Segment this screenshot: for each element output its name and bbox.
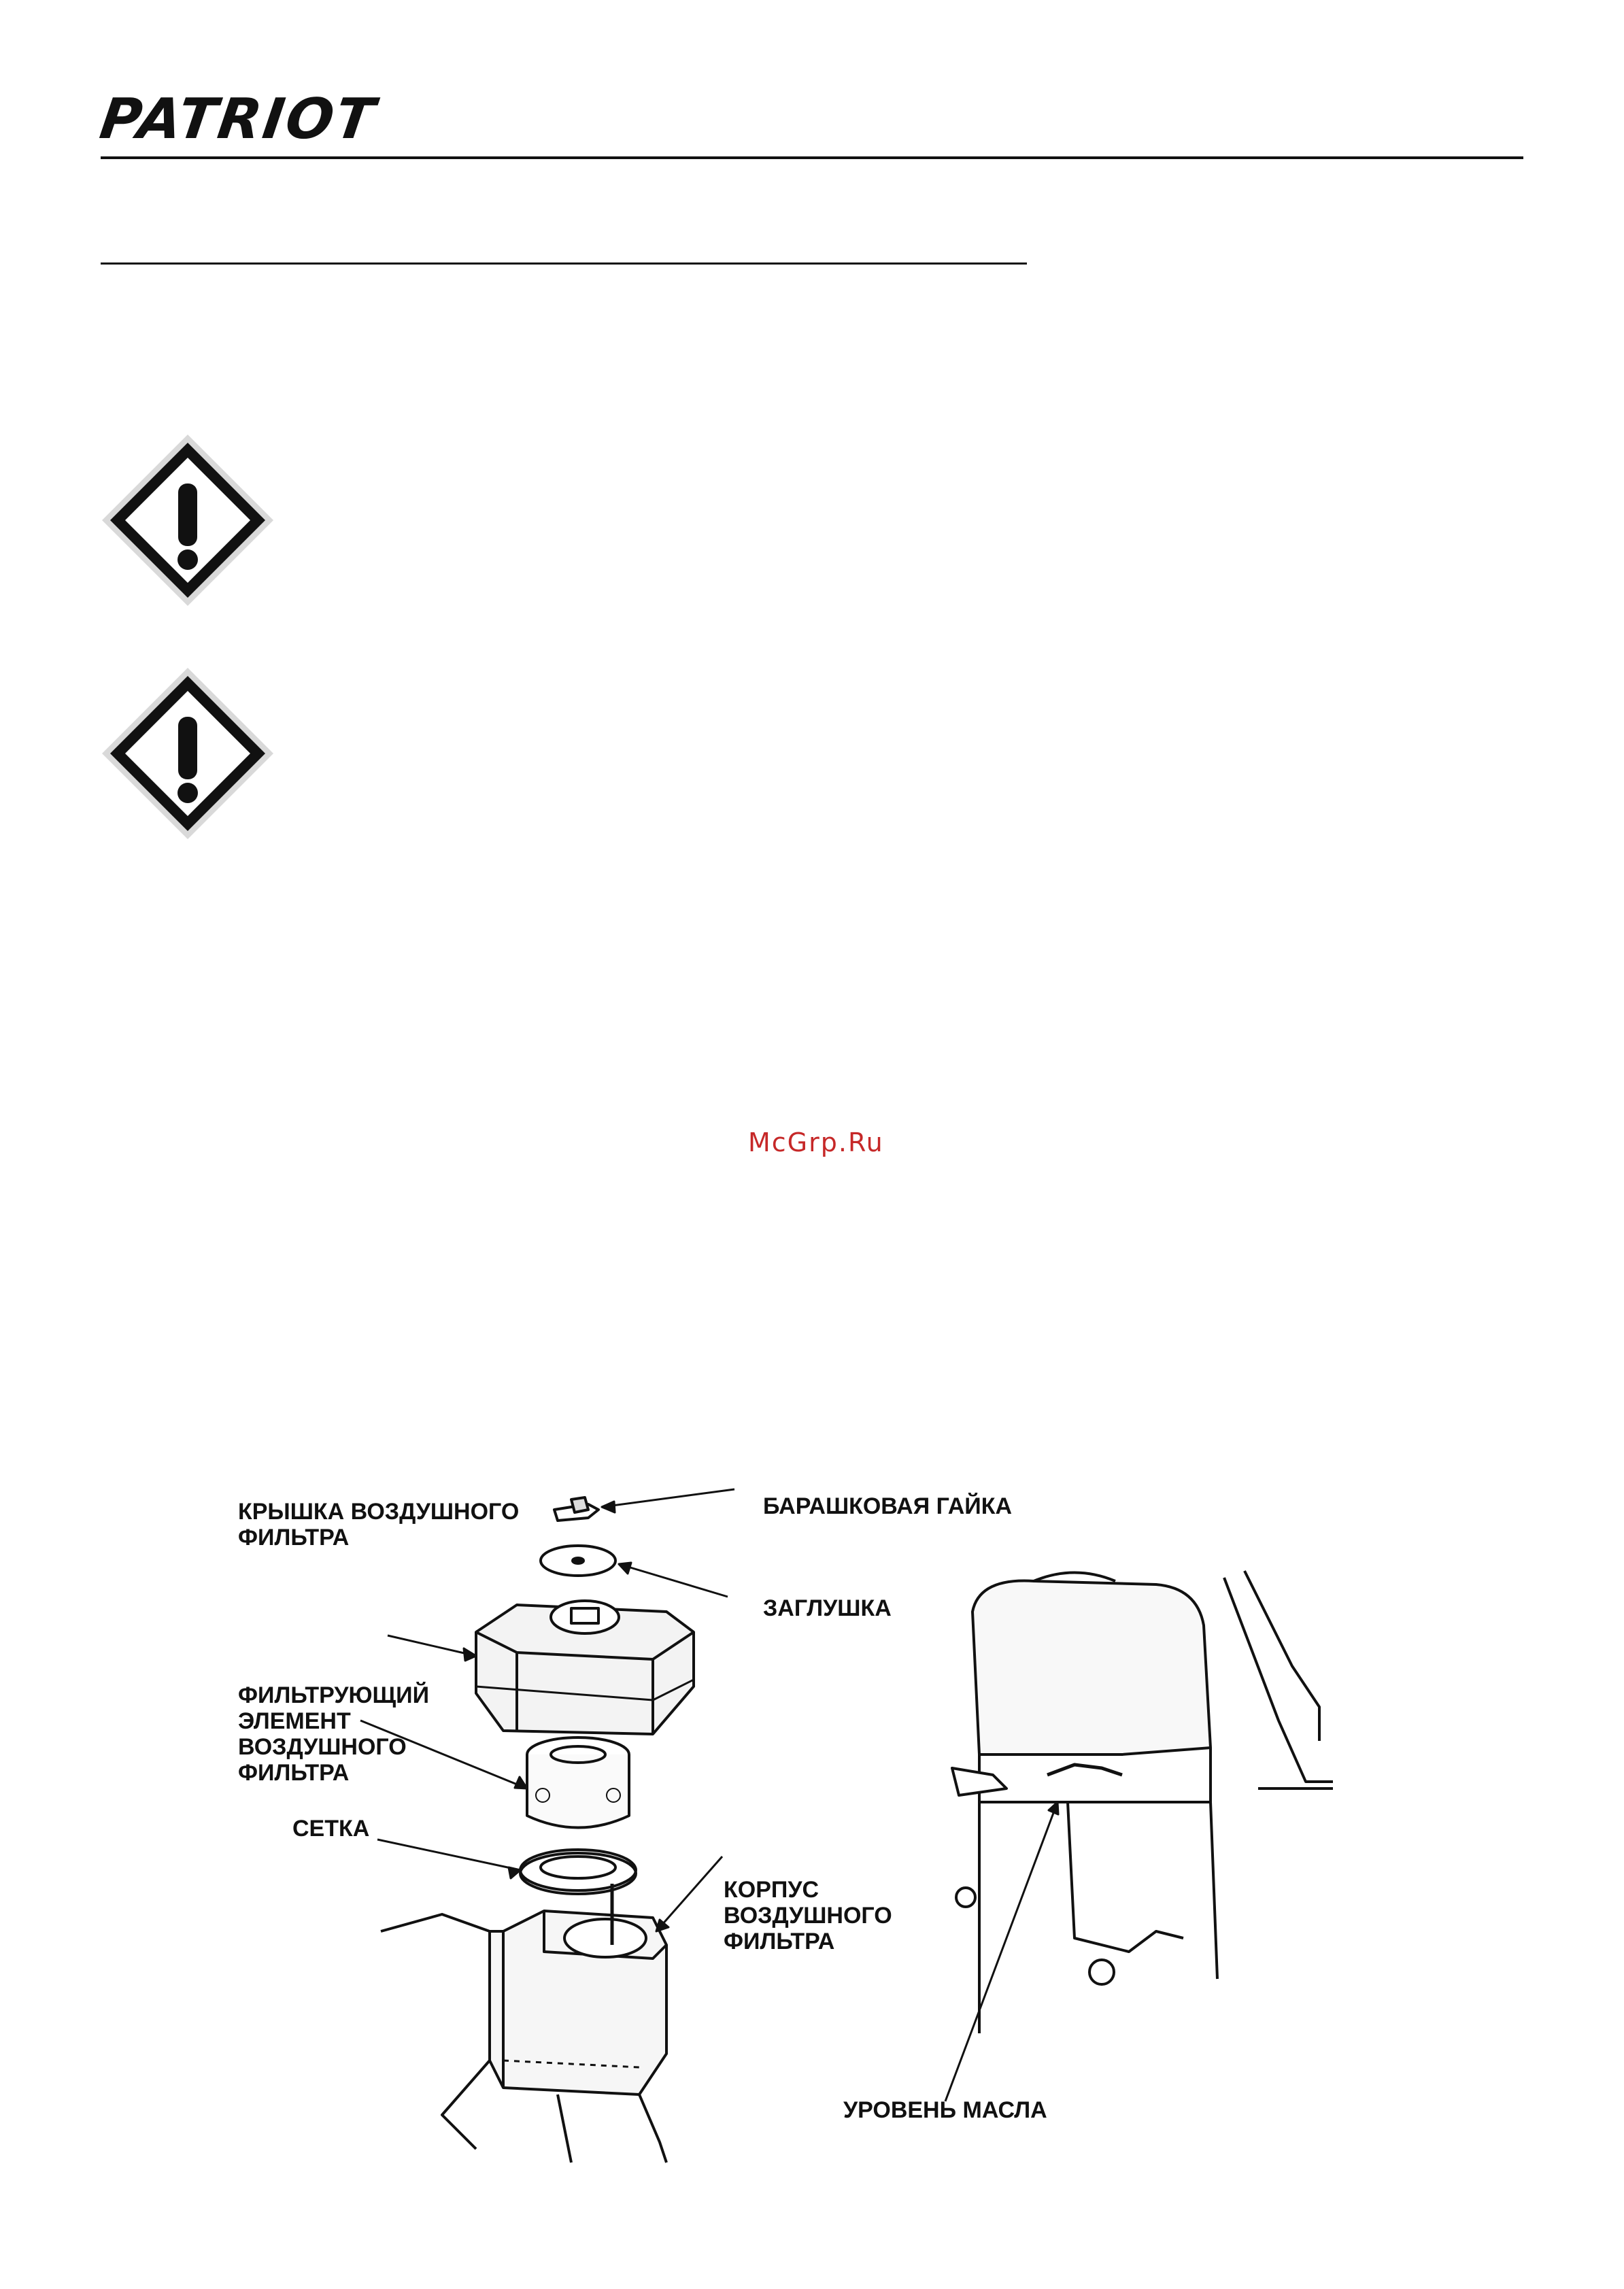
wing-nut-part — [554, 1497, 598, 1521]
watermark: McGrp.Ru — [748, 1127, 884, 1157]
label-cover: КРЫШКА ВОЗДУШНОГО ФИЛЬТРА — [238, 1499, 520, 1550]
mesh-part — [520, 1850, 636, 1894]
label-wing-nut: БАРАШКОВАЯ ГАЙКА — [763, 1493, 1013, 1519]
label-housing: КОРПУС ВОЗДУШНОГО ФИЛЬТРА — [724, 1877, 892, 1954]
header-divider — [101, 156, 1523, 159]
filter-element-part — [527, 1737, 629, 1828]
label-plug: ЗАГЛУШКА — [763, 1595, 892, 1621]
label-mesh: СЕТКА — [292, 1816, 370, 1842]
filter-housing-part — [381, 1884, 666, 2163]
warning-icon — [99, 665, 276, 842]
filter-cover-part — [476, 1601, 694, 1734]
label-filter-element: ФИЛЬТРУЮЩИЙ ЭЛЕМЕНТ ВОЗДУШНОГО ФИЛЬТРА — [238, 1682, 430, 1786]
label-oil-level: УРОВЕНЬ МАСЛА — [843, 2097, 1047, 2123]
engine-oil-level-part — [952, 1571, 1333, 2033]
section-title-underline — [101, 262, 1027, 265]
brand-logo: PATRIOT — [96, 87, 381, 152]
air-filter-illustration — [218, 1462, 1387, 2176]
warning-icon — [99, 432, 276, 609]
